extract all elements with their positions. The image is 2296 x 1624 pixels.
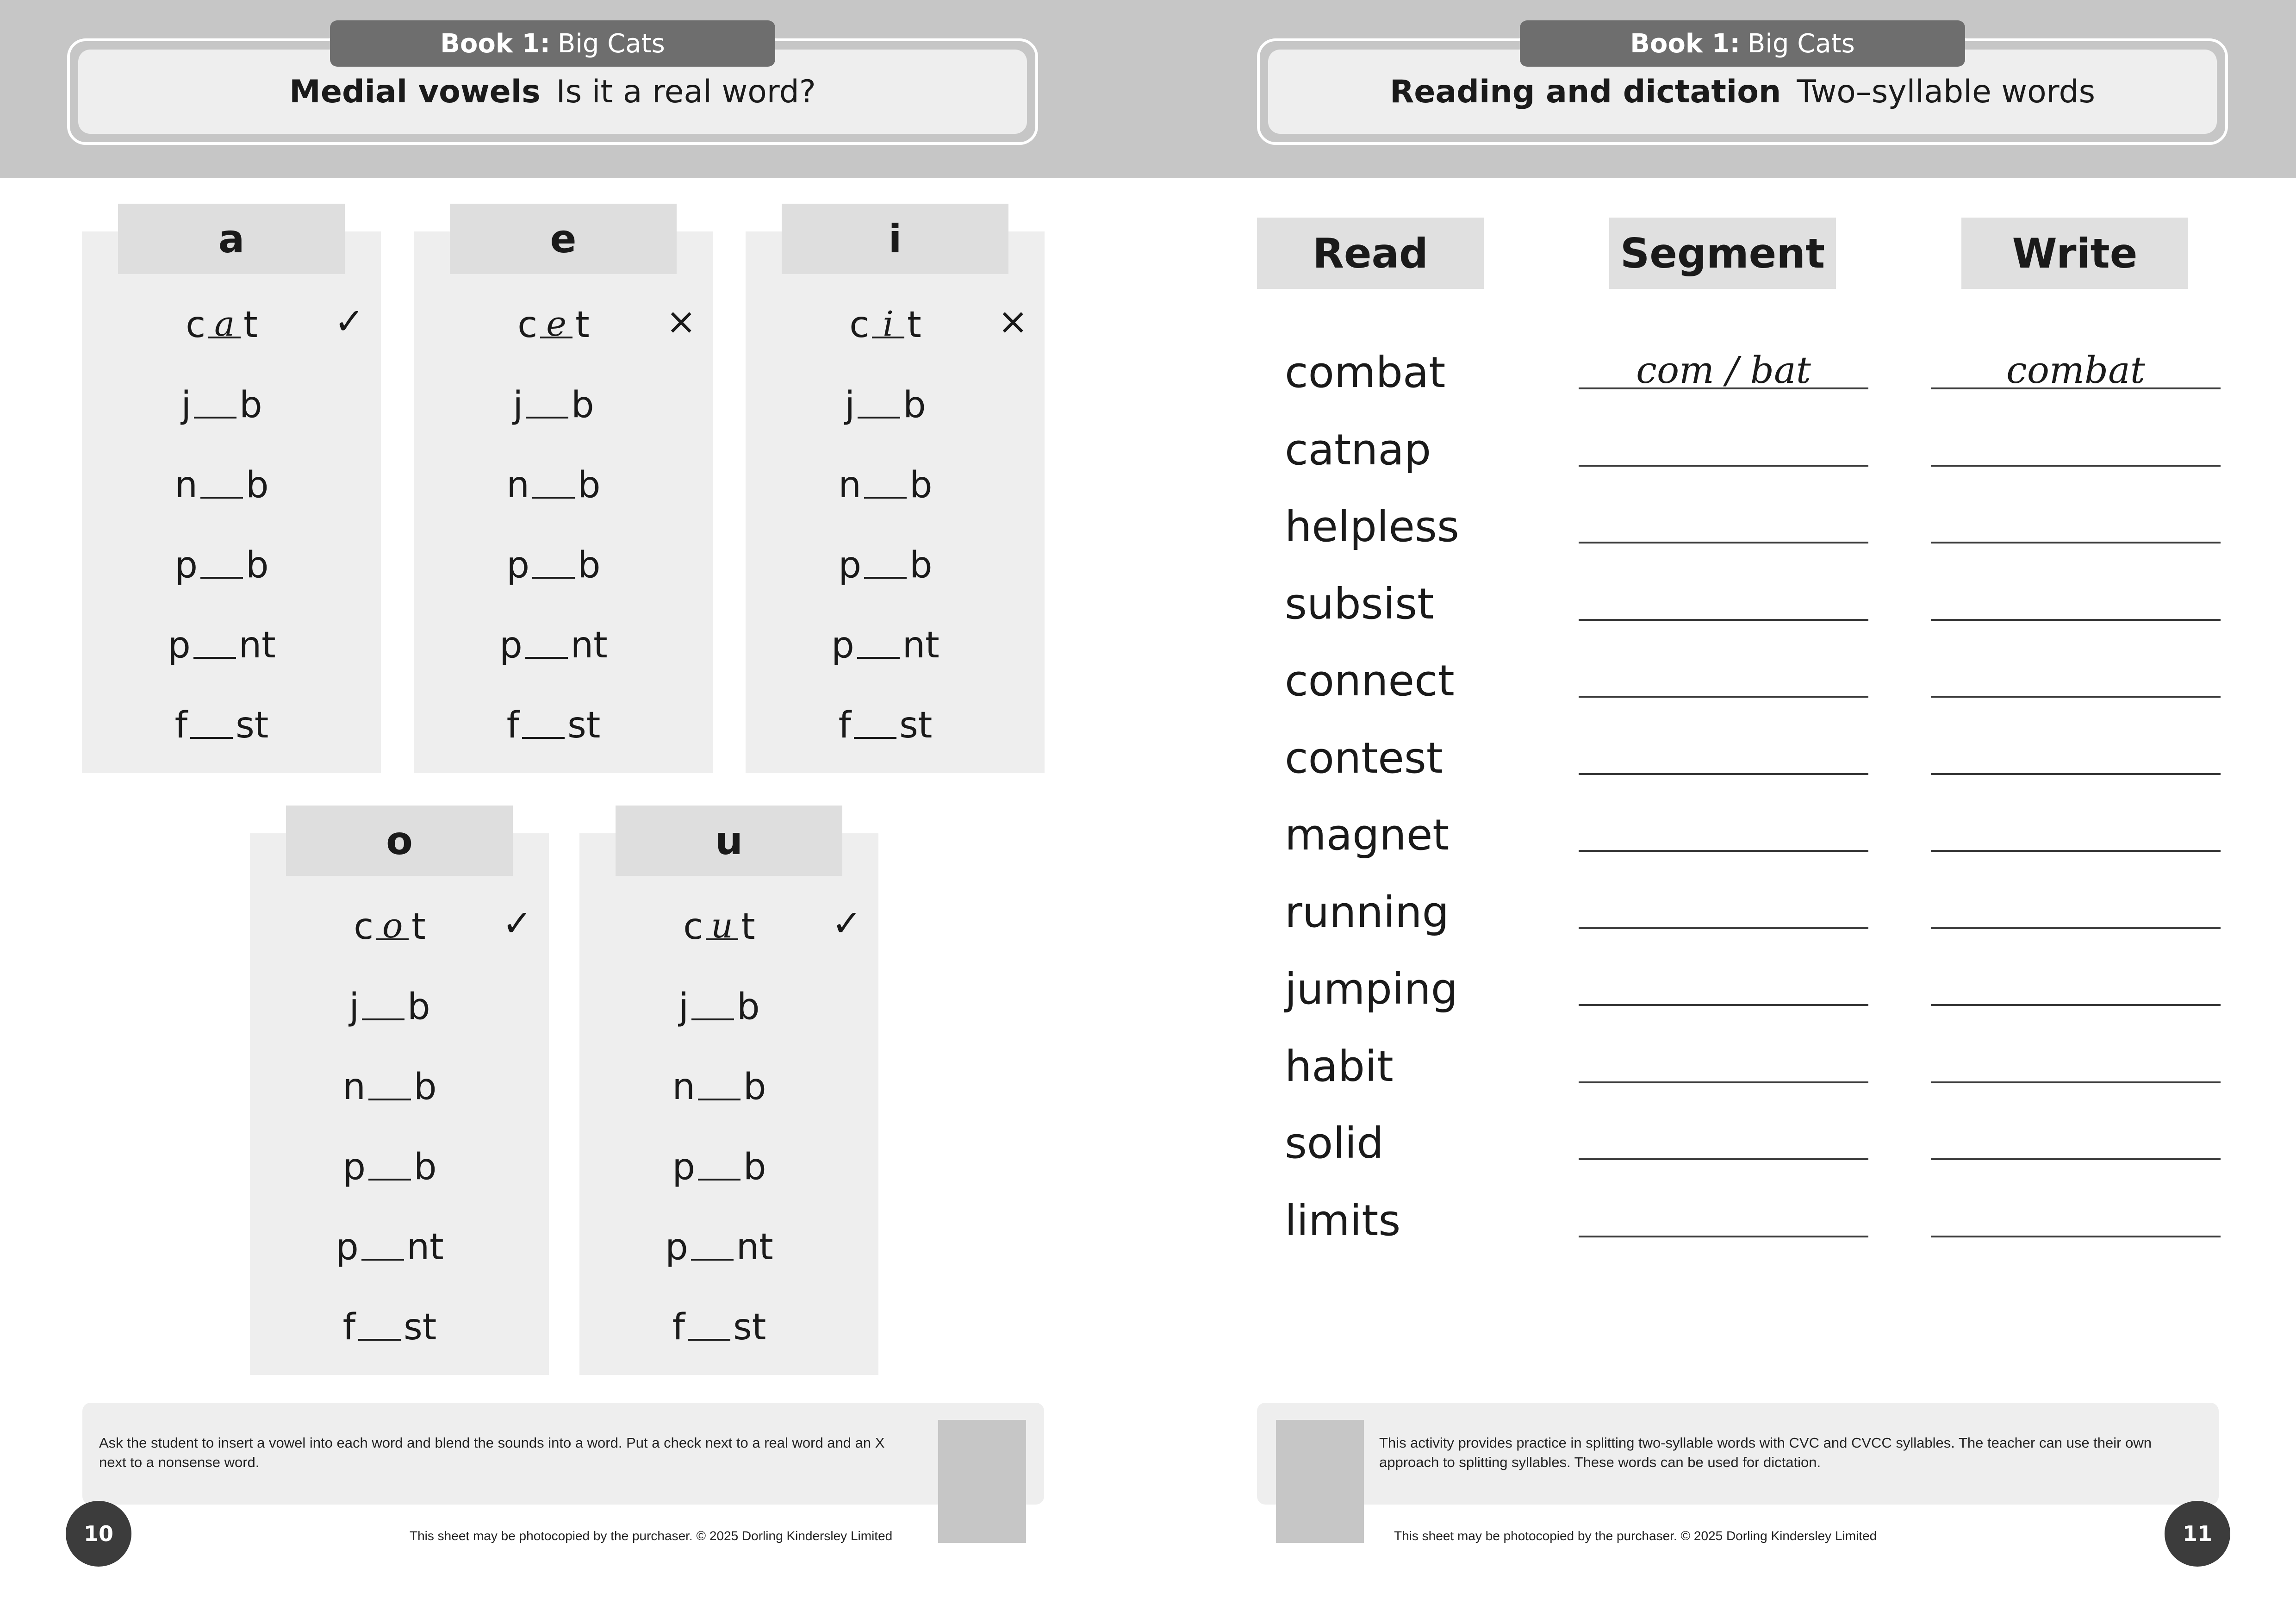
frame-end: b <box>414 1146 437 1188</box>
frame-end: b <box>571 384 594 426</box>
example-start: c <box>517 304 538 346</box>
example-start: c <box>186 304 206 346</box>
write-line[interactable] <box>1931 1158 2221 1160</box>
example-word <box>251 899 529 955</box>
column-header-segment: Segment <box>1609 218 1836 289</box>
frame-start: p <box>831 625 854 666</box>
word-frame <box>415 377 692 433</box>
frame-end: b <box>239 384 262 426</box>
frame-end: b <box>245 464 269 506</box>
frame-start: j <box>513 384 523 426</box>
frame-end: b <box>407 986 430 1028</box>
read-word: solid <box>1285 1118 1384 1168</box>
example-start: c <box>849 304 870 346</box>
frame-end: b <box>743 1146 766 1188</box>
example-vowel: o <box>376 913 409 940</box>
word-frame <box>580 1139 858 1195</box>
frame-start: p <box>336 1226 359 1268</box>
vowel-blank[interactable] <box>698 1154 740 1181</box>
frame-start: j <box>845 384 855 426</box>
write-line[interactable] <box>1931 542 2221 543</box>
segment-line[interactable] <box>1579 1004 1868 1006</box>
frame-start: f <box>672 1306 685 1348</box>
write-line[interactable] <box>1931 1004 2221 1006</box>
frame-start: j <box>678 986 689 1028</box>
frame-start: p <box>665 1226 688 1268</box>
frame-start: f <box>174 705 188 746</box>
right-note-image <box>1276 1420 1364 1543</box>
word-frame <box>415 457 692 513</box>
frame-start: p <box>342 1146 366 1188</box>
vowel-blank[interactable] <box>358 1314 401 1341</box>
vowel-heading: e <box>450 204 677 274</box>
word-frame <box>251 979 529 1035</box>
right-title-bold: Reading and dictation <box>1389 73 1781 110</box>
vowel-blank[interactable] <box>362 993 404 1020</box>
write-line[interactable] <box>1931 773 2221 775</box>
frame-end: st <box>404 1306 437 1348</box>
word-frame <box>251 1219 529 1275</box>
word-frame <box>83 698 361 753</box>
left-note-text: Ask the student to insert a vowel into each word and blend the sounds into a word. Put a check next to a real word and an X next to a nonsense word. <box>99 1435 885 1470</box>
word-frame <box>580 1219 858 1275</box>
write-line[interactable] <box>1931 1236 2221 1237</box>
example-end: t <box>575 304 590 346</box>
frame-end: nt <box>406 1226 444 1268</box>
word-frame <box>415 698 692 753</box>
frame-end: b <box>909 464 933 506</box>
frame-end: st <box>733 1306 766 1348</box>
write-line[interactable] <box>1931 1081 2221 1083</box>
vowel-blank[interactable] <box>688 1314 730 1341</box>
segment-line[interactable] <box>1579 850 1868 852</box>
right-footer: This sheet may be photocopied by the purchaser. © 2025 Dorling Kindersley Limited <box>1394 1529 1877 1543</box>
example-word <box>747 297 1024 353</box>
vowel-blank[interactable] <box>361 1234 404 1261</box>
vowel-blank[interactable] <box>200 552 243 579</box>
cross-mark: × <box>998 301 1028 343</box>
right-note-text: This activity provides practice in splitting two-syllable words with CVC and CVCC syllables. The teacher can use their own approach to splitting syllables. These words can be used for dictation. <box>1379 1435 2152 1470</box>
frame-start: p <box>174 544 198 586</box>
segment-line[interactable] <box>1579 1158 1868 1160</box>
frame-start: j <box>349 986 360 1028</box>
frame-end: st <box>899 705 933 746</box>
right-instruction-note <box>1257 1403 2219 1505</box>
segment-line[interactable] <box>1579 1081 1868 1083</box>
frame-start: j <box>181 384 192 426</box>
vowel-blank[interactable] <box>532 552 575 579</box>
example-word <box>415 297 692 353</box>
frame-end: nt <box>902 625 940 666</box>
word-frame <box>747 698 1024 753</box>
read-word: contest <box>1285 733 1443 783</box>
segment-line[interactable] <box>1579 542 1868 543</box>
vowel-blank[interactable] <box>368 1154 411 1181</box>
frame-end: st <box>236 705 269 746</box>
frame-end: nt <box>736 1226 773 1268</box>
column-header-read: Read <box>1257 218 1484 289</box>
segment-line[interactable] <box>1579 619 1868 621</box>
example-end: t <box>411 906 426 948</box>
frame-start: f <box>838 705 852 746</box>
vowel-heading: u <box>616 806 842 876</box>
left-title-bold: Medial vowels <box>289 73 541 110</box>
left-title-rest: Is it a real word? <box>556 73 816 110</box>
example-start: c <box>354 906 374 948</box>
column-header-write: Write <box>1961 218 2188 289</box>
frame-end: b <box>578 544 601 586</box>
vowel-blank[interactable] <box>698 1074 740 1100</box>
word-frame <box>251 1139 529 1195</box>
word-frame <box>747 537 1024 593</box>
example-start: c <box>683 906 703 948</box>
page-number-right: 11 <box>2165 1501 2230 1567</box>
example-write: combat <box>2006 349 2145 392</box>
word-frame <box>580 1059 858 1115</box>
segment-line[interactable] <box>1579 773 1868 775</box>
read-word: jumping <box>1285 964 1458 1014</box>
word-frame <box>580 979 858 1035</box>
frame-end: b <box>737 986 760 1028</box>
write-line[interactable] <box>1931 465 2221 467</box>
frame-start: f <box>342 1306 356 1348</box>
word-frame <box>415 618 692 673</box>
left-book-title: Big Cats <box>557 28 665 59</box>
read-word: running <box>1285 887 1450 937</box>
read-word: habit <box>1285 1041 1394 1091</box>
right-book-title: Big Cats <box>1747 28 1855 59</box>
frame-end: b <box>743 1066 766 1108</box>
vowel-blank[interactable] <box>368 1074 411 1100</box>
vowel-blank[interactable] <box>691 1234 734 1261</box>
example-segment: com / bat <box>1636 349 1811 392</box>
segment-line[interactable] <box>1579 696 1868 698</box>
check-mark: ✓ <box>334 301 365 343</box>
vowel-heading: i <box>782 204 1008 274</box>
right-book-tab <box>1520 20 1965 67</box>
read-word: catnap <box>1285 425 1431 475</box>
vowel-blank[interactable] <box>532 472 575 499</box>
word-frame <box>747 377 1024 433</box>
example-vowel: u <box>706 913 738 940</box>
example-word <box>580 899 858 955</box>
frame-end: b <box>413 1066 437 1108</box>
read-word: helpless <box>1285 502 1459 551</box>
cross-mark: × <box>666 301 697 343</box>
example-word <box>83 297 361 353</box>
frame-end: nt <box>238 625 276 666</box>
read-word: connect <box>1285 656 1455 706</box>
frame-end: b <box>246 544 269 586</box>
frame-end: b <box>577 464 601 506</box>
frame-start: p <box>506 544 529 586</box>
vowel-blank[interactable] <box>193 632 236 659</box>
example-end: t <box>243 304 258 346</box>
vowel-blank[interactable] <box>200 472 243 499</box>
word-frame <box>415 537 692 593</box>
vowel-blank[interactable] <box>864 552 907 579</box>
example-vowel: e <box>540 312 572 338</box>
segment-line[interactable] <box>1579 465 1868 467</box>
write-line[interactable] <box>1931 850 2221 852</box>
frame-end: b <box>909 544 933 586</box>
write-line[interactable] <box>1931 927 2221 929</box>
left-instruction-note <box>82 1403 1044 1505</box>
frame-start: n <box>342 1066 366 1108</box>
frame-start: p <box>168 625 191 666</box>
vowel-blank[interactable] <box>194 392 236 418</box>
word-frame <box>83 457 361 513</box>
frame-start: p <box>499 625 523 666</box>
segment-line[interactable] <box>1579 1236 1868 1237</box>
vowel-heading: a <box>118 204 345 274</box>
vowel-blank[interactable] <box>522 712 565 739</box>
frame-start: n <box>672 1066 695 1108</box>
page-number-left: 10 <box>66 1501 131 1567</box>
frame-end: st <box>567 705 601 746</box>
left-note-image <box>938 1420 1026 1543</box>
frame-start: p <box>838 544 861 586</box>
word-frame <box>83 537 361 593</box>
word-frame <box>747 618 1024 673</box>
left-footer: This sheet may be photocopied by the purchaser. © 2025 Dorling Kindersley Limited <box>410 1529 893 1543</box>
vowel-blank[interactable] <box>857 632 900 659</box>
read-word: combat <box>1285 348 1446 397</box>
left-book-label: Book 1: <box>440 28 550 59</box>
check-mark: ✓ <box>832 903 862 944</box>
vowel-blank[interactable] <box>864 472 907 499</box>
vowel-heading: o <box>286 806 513 876</box>
write-line[interactable] <box>1931 619 2221 621</box>
word-frame <box>580 1299 858 1355</box>
right-book-label: Book 1: <box>1630 28 1740 59</box>
vowel-blank[interactable] <box>691 993 734 1020</box>
word-frame <box>83 377 361 433</box>
vowel-blank[interactable] <box>526 392 568 418</box>
vowel-blank[interactable] <box>190 712 233 739</box>
example-vowel: i <box>872 312 904 338</box>
frame-start: p <box>672 1146 695 1188</box>
frame-start: n <box>506 464 529 506</box>
vowel-blank[interactable] <box>854 712 896 739</box>
segment-line[interactable] <box>1579 927 1868 929</box>
vowel-blank[interactable] <box>525 632 568 659</box>
example-end: t <box>741 906 755 948</box>
left-book-tab <box>330 20 775 67</box>
word-frame <box>747 457 1024 513</box>
write-line[interactable] <box>1931 696 2221 698</box>
read-word: subsist <box>1285 579 1434 629</box>
read-word: magnet <box>1285 810 1450 860</box>
example-end: t <box>907 304 921 346</box>
word-frame <box>251 1059 529 1115</box>
word-frame <box>83 618 361 673</box>
frame-start: n <box>174 464 198 506</box>
frame-end: b <box>903 384 926 426</box>
word-frame <box>251 1299 529 1355</box>
vowel-blank[interactable] <box>858 392 900 418</box>
frame-start: f <box>506 705 520 746</box>
right-title-rest: Two–syllable words <box>1797 73 2096 110</box>
example-vowel: a <box>208 312 241 338</box>
frame-end: nt <box>570 625 608 666</box>
check-mark: ✓ <box>502 903 533 944</box>
read-word: limits <box>1285 1195 1401 1245</box>
frame-start: n <box>838 464 861 506</box>
